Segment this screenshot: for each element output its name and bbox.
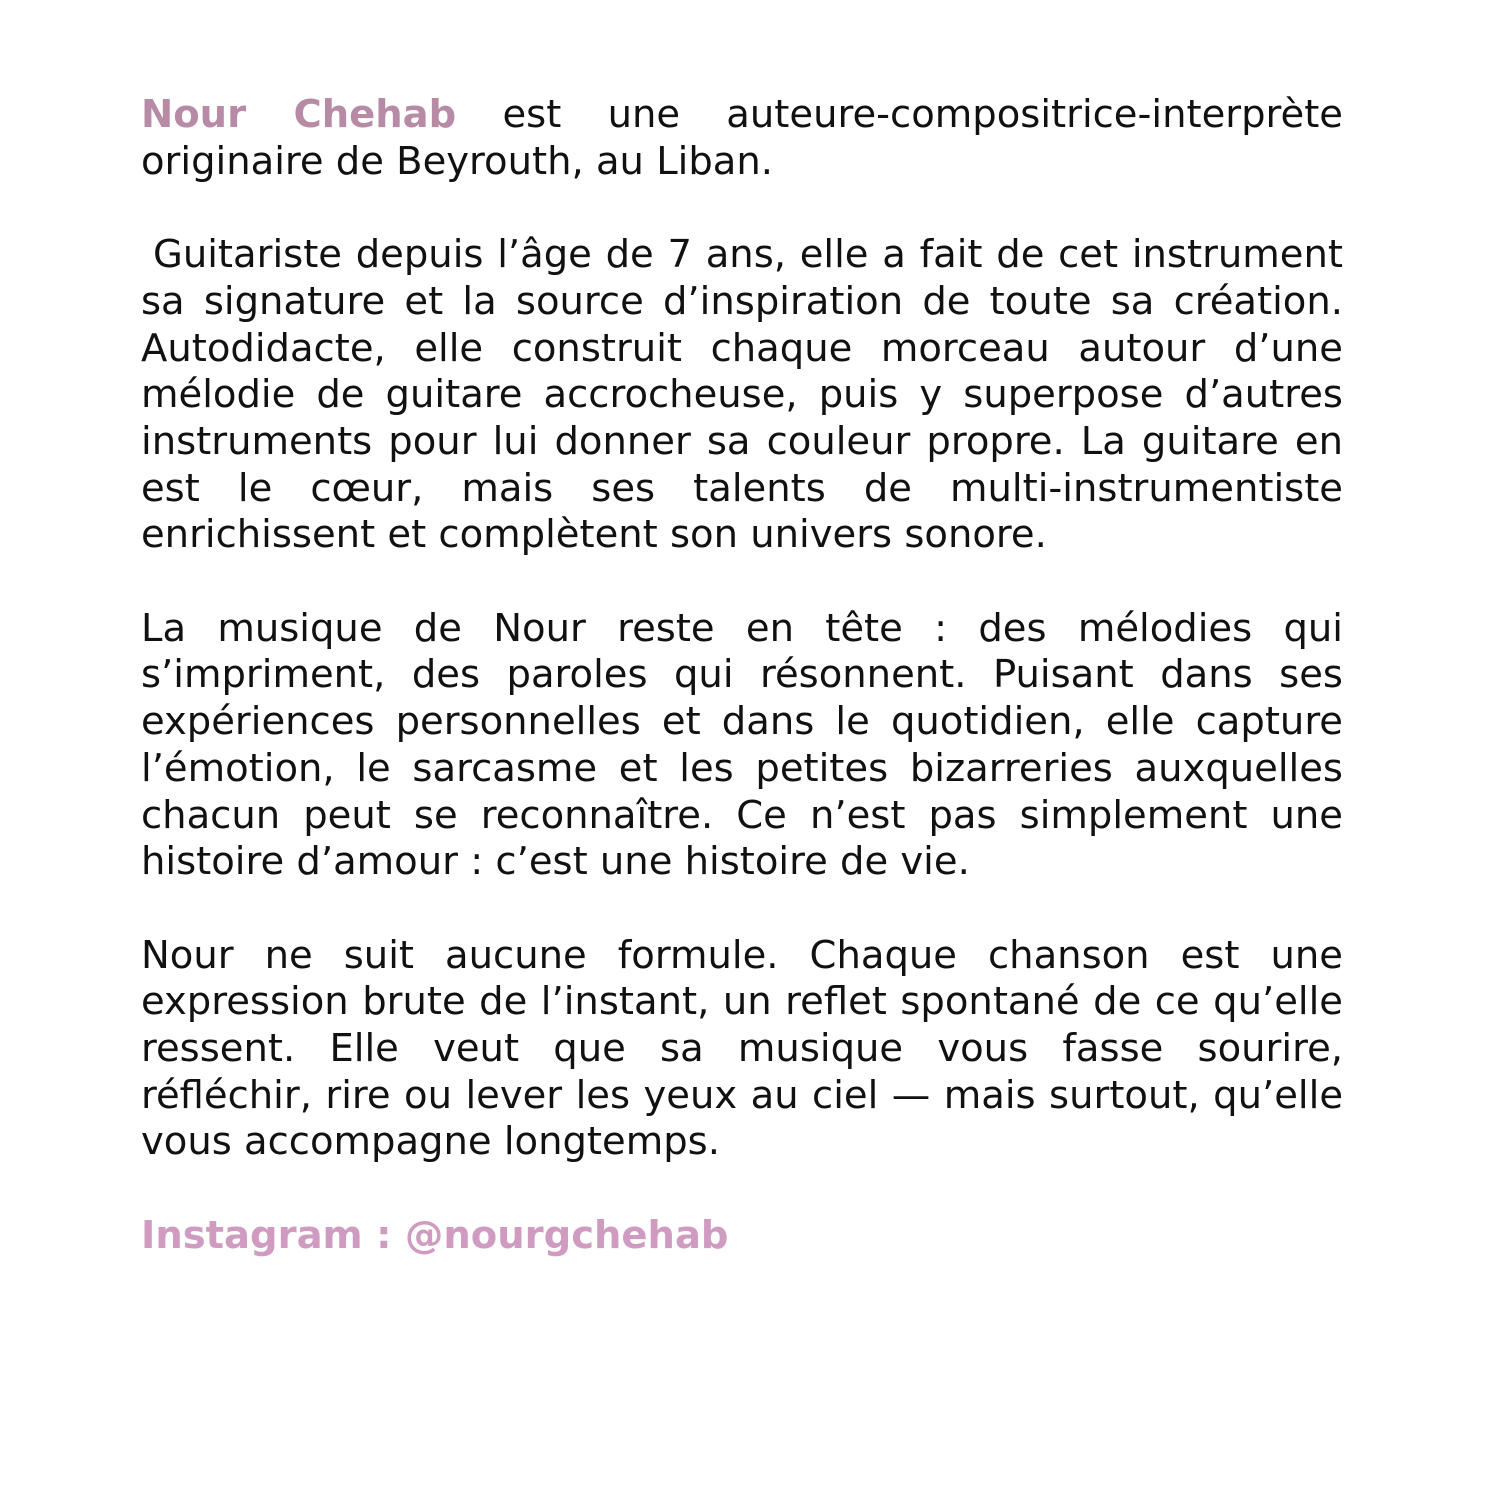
intro-paragraph — [141, 92, 1343, 185]
instagram-handle[interactable]: Instagram : @nourgchehab — [141, 1212, 729, 1258]
formula-paragraph: Nour ne suit aucune formule. Chaque chanson est une expression brute de l’instant, un reflet spontané de ce qu’elle ressent. Elle veut que sa musique vous fasse sourire, réfléchir, rire ou lever les yeux au ciel — mais surtout, qu’elle vous accompagne longtemps. — [141, 932, 1343, 1165]
artist-name: Nour Chehab — [141, 92, 457, 137]
music-paragraph: La musique de Nour reste en tête : des mélodies qui s’impriment, des paroles qui résonnent. Puisant dans ses expériences personnelles et dans le quotidien, elle capture l’émotion, le sarcasme et les petites bizarreries auxquelles chacun peut se reconnaître. Ce n’est pas simplement une histoire d’amour : c’est une histoire de vie. — [141, 605, 1343, 885]
guitar-paragraph — [141, 232, 1343, 559]
bio-document — [141, 92, 1343, 1260]
intro-text: est une auteure-compositrice-interprète originaire de Beyrouth, au Liban. — [141, 92, 1343, 184]
guitar-paragraph-text: Guitariste depuis l’âge de 7 ans, elle a fait de cet instrument sa signature et la source d’inspiration de toute sa création. Autodidacte, elle construit chaque morceau autour d’une mélodie de guitare accrocheuse, puis y superpose d’autres instruments pour lui donner sa couleur propre. La guitare en est le cœur, mais ses talents de multi-instrumentiste enrichissent et complètent son univers sonore. — [141, 232, 1343, 558]
